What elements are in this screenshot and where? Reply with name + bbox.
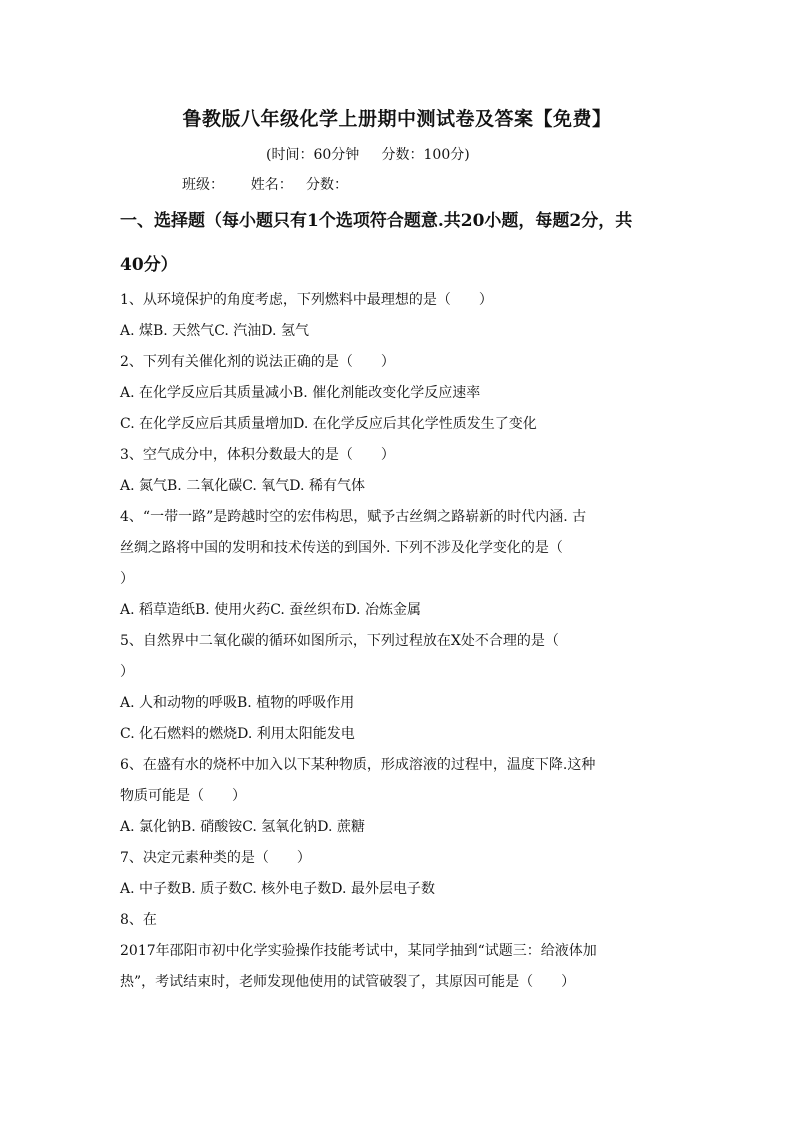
question-7: 7、决定元素种类的是（ ） bbox=[120, 850, 311, 866]
question-6-options: A. 氯化钠B. 硝酸铵C. 氢氧化钠D. 蔗糖 bbox=[120, 819, 365, 835]
exam-time-score: (时间：60分钟 分数：100分) bbox=[266, 147, 470, 163]
question-3: 3、空气成分中，体积分数最大的是（ ） bbox=[120, 447, 395, 463]
question-8-line-3: 热”，考试结束时，老师发现他使用的试管破裂了，其原因可能是（ ） bbox=[120, 974, 576, 990]
question-1: 1、从环境保护的角度考虑，下列燃料中最理想的是（ ） bbox=[120, 292, 493, 308]
section-title-continued: 40分） bbox=[120, 255, 178, 275]
question-4-line-2: 丝绸之路将中国的发明和技术传送的到国外. 下列不涉及化学变化的是（ bbox=[120, 540, 563, 556]
question-5-options-cd: C. 化石燃料的燃烧D. 利用太阳能发电 bbox=[120, 726, 355, 742]
student-info-line: 班级： 姓名： 分数： bbox=[182, 177, 349, 193]
question-5-options-ab: A. 人和动物的呼吸B. 植物的呼吸作用 bbox=[120, 695, 355, 711]
document-title: 鲁教版八年级化学上册期中测试卷及答案【免费】 bbox=[182, 108, 612, 130]
question-2-options-cd: C. 在化学反应后其质量增加D. 在化学反应后其化学性质发生了变化 bbox=[120, 416, 537, 432]
question-6-line-2: 物质可能是（ ） bbox=[120, 788, 246, 804]
section-title: 一、选择题（每小题只有1个选项符合题意.共20小题，每题2分，共 bbox=[120, 211, 633, 231]
question-8-line-2: 2017年邵阳市初中化学实验操作技能考试中，某同学抽到“试题三：给液体加 bbox=[120, 943, 597, 959]
question-8-line-1: 8、在 bbox=[120, 912, 157, 928]
question-7-options: A. 中子数B. 质子数C. 核外电子数D. 最外层电子数 bbox=[120, 881, 435, 897]
question-4-line-1: 4、“一带一路”是跨越时空的宏伟构思，赋予古丝绸之路崭新的时代内涵. 古 bbox=[120, 509, 587, 525]
question-5-line-1: 5、自然界中二氧化碳的循环如图所示，下列过程放在X处不合理的是（ bbox=[120, 633, 559, 649]
question-1-options: A. 煤B. 天然气C. 汽油D. 氢气 bbox=[120, 323, 309, 339]
question-5-line-2: ） bbox=[120, 664, 134, 680]
question-6-line-1: 6、在盛有水的烧杯中加入以下某种物质，形成溶液的过程中，温度下降.这种 bbox=[120, 757, 596, 773]
question-3-options: A. 氮气B. 二氧化碳C. 氧气D. 稀有气体 bbox=[120, 478, 365, 494]
question-4-line-3: ） bbox=[120, 571, 134, 587]
question-2-options-ab: A. 在化学反应后其质量减小B. 催化剂能改变化学反应速率 bbox=[120, 385, 481, 401]
question-2: 2、下列有关催化剂的说法正确的是（ ） bbox=[120, 354, 395, 370]
question-4-options: A. 稻草造纸B. 使用火药C. 蚕丝织布D. 冶炼金属 bbox=[120, 602, 421, 618]
